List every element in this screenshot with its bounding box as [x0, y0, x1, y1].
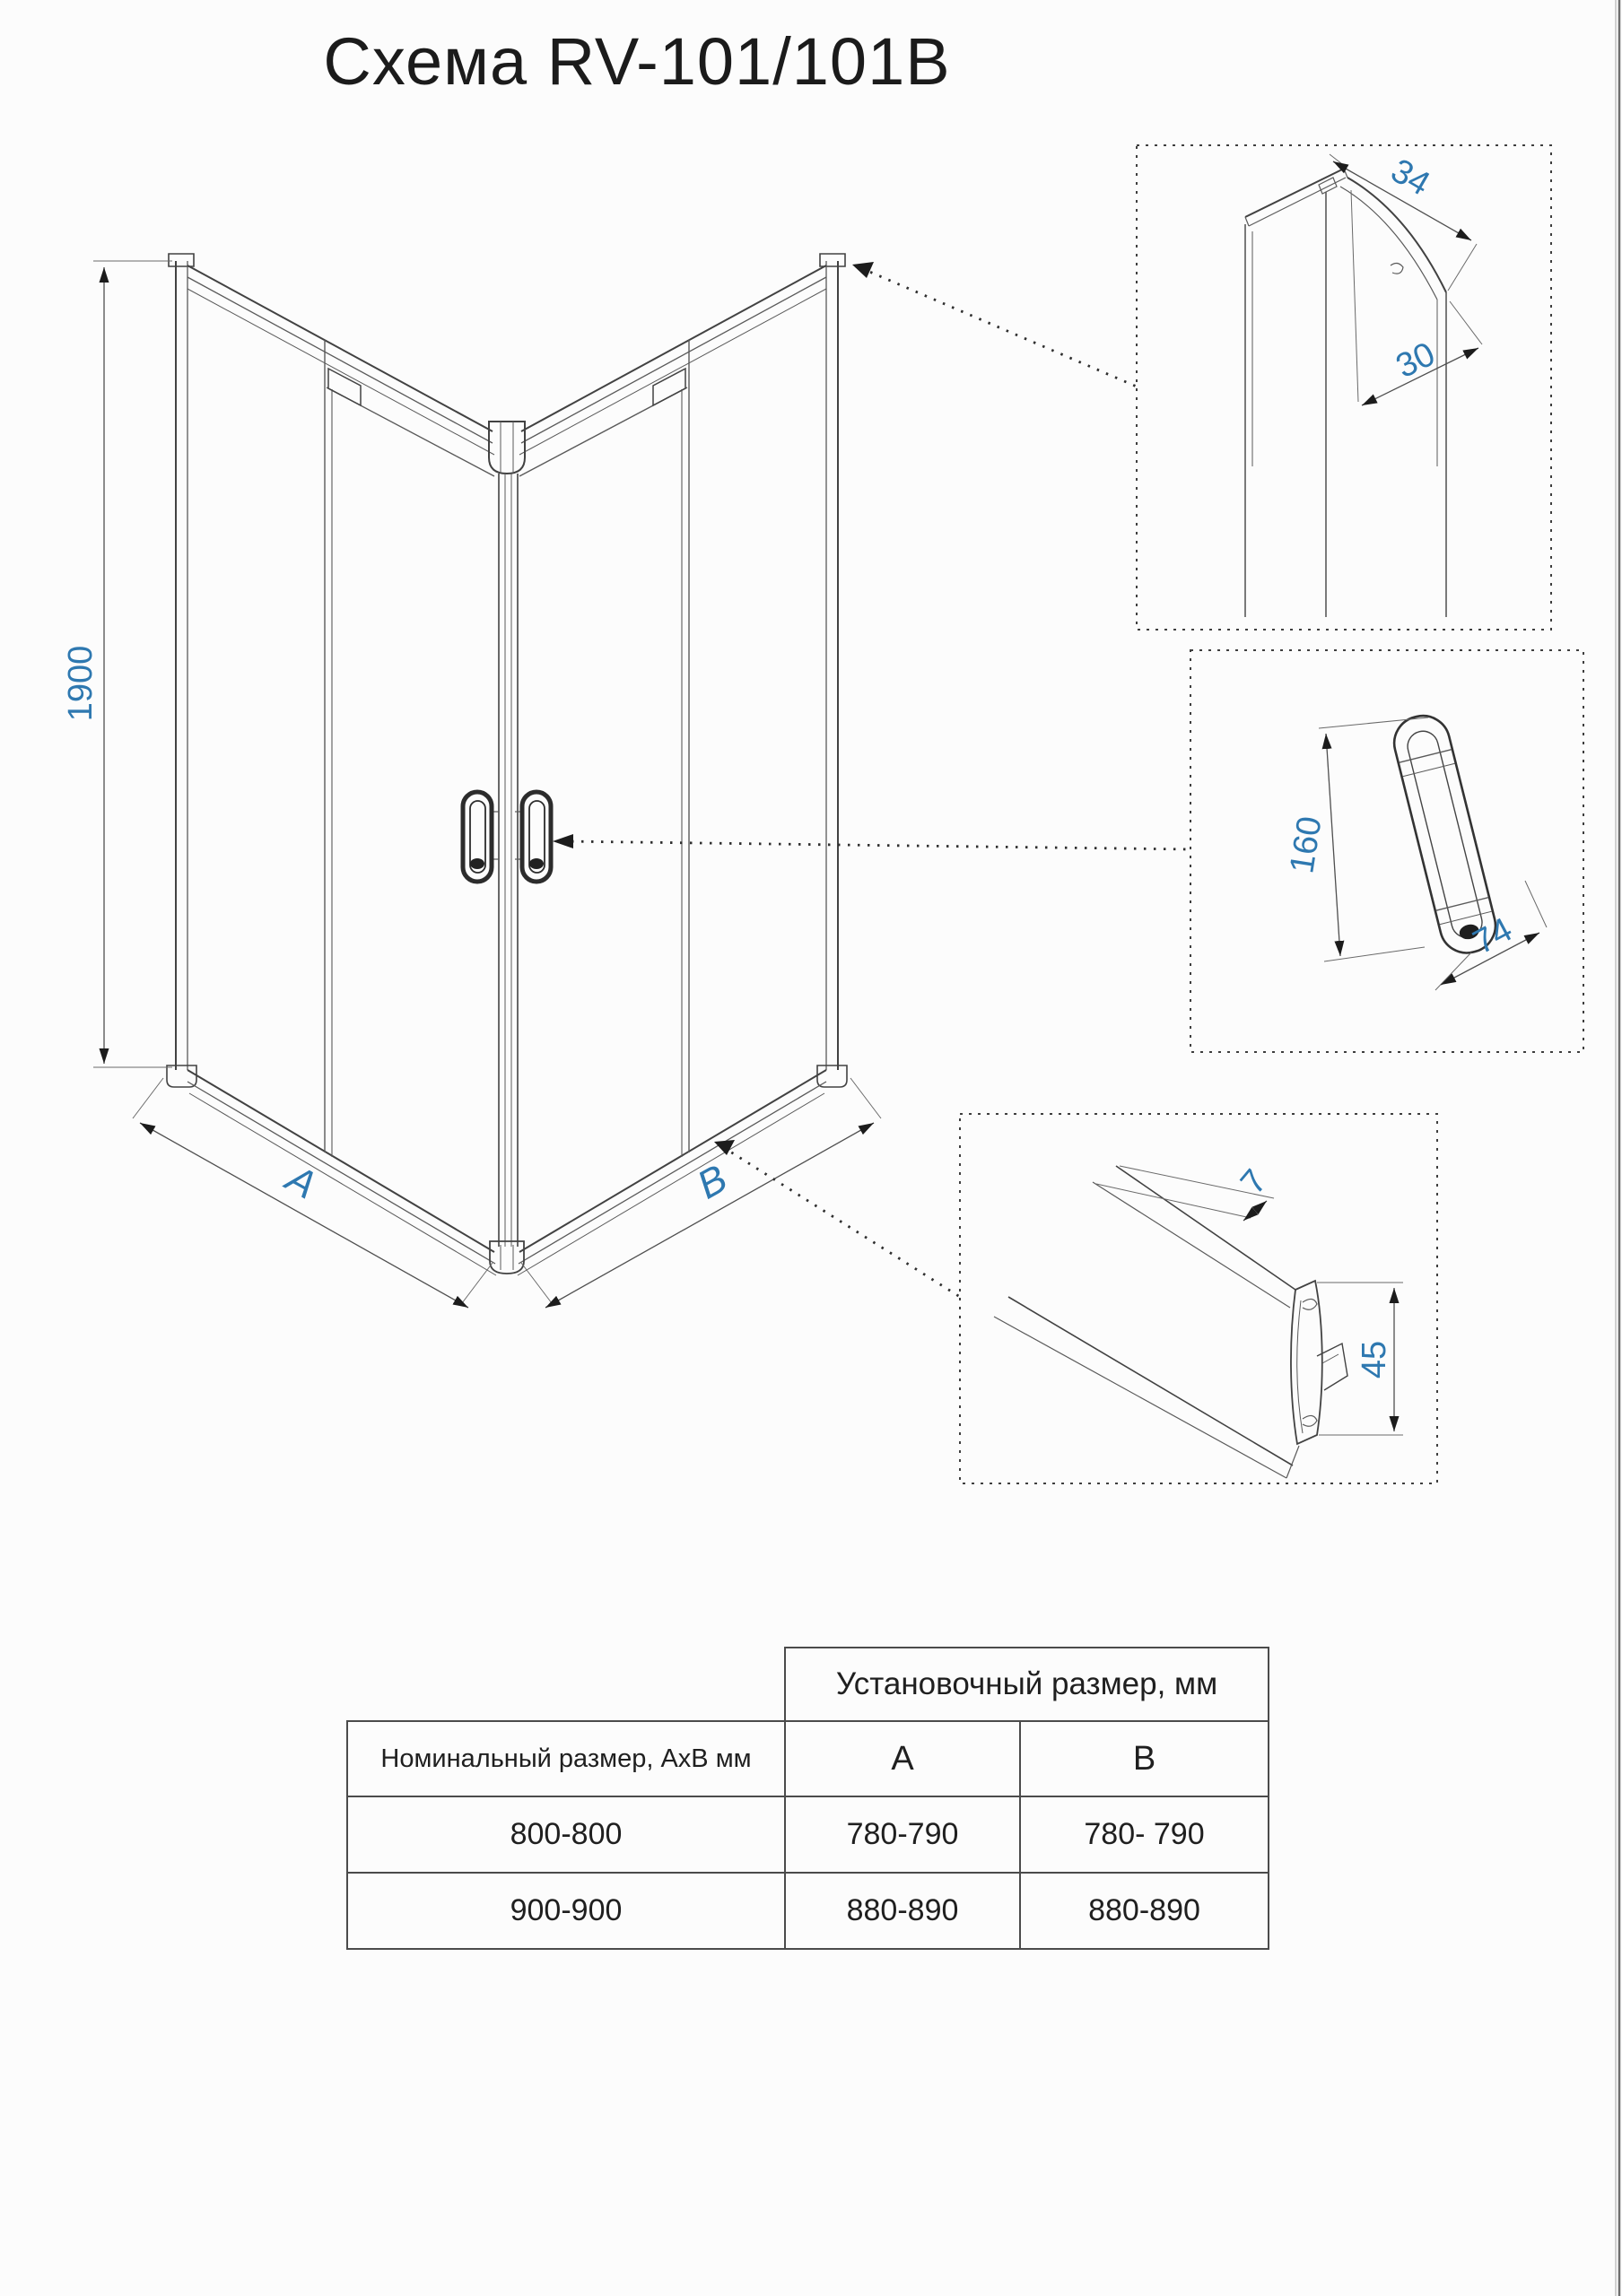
right-bottom-rail	[518, 1070, 826, 1275]
right-door-panel	[519, 340, 689, 1157]
left-top-rail	[187, 265, 494, 455]
left-wall-profile	[167, 254, 196, 1087]
table-cell-a: 880-890	[784, 1872, 1021, 1950]
table-cell-b: 880-890	[1019, 1872, 1269, 1950]
dim-corner-34: 34	[1384, 152, 1436, 204]
detail-box-border	[1137, 145, 1551, 630]
table-cell-a: 780-790	[784, 1796, 1021, 1874]
door-handles	[463, 792, 551, 882]
dim-rail-45: 45	[1356, 1340, 1393, 1379]
dim-handle-74: 74	[1467, 910, 1519, 962]
table-cell-b: 780- 790	[1019, 1796, 1269, 1874]
table-header-col-a: А	[784, 1720, 1021, 1797]
detail-box-border	[1190, 650, 1583, 1052]
detail-leaders	[553, 262, 1190, 1297]
size-table	[346, 1647, 1272, 1952]
right-handle	[522, 792, 551, 882]
center-corner-post	[489, 422, 525, 1274]
dim-width-a	[133, 1078, 493, 1308]
dim-rail-7: 7	[1234, 1162, 1275, 1202]
shower-enclosure-drawing	[62, 254, 881, 1308]
right-top-rail	[519, 265, 826, 455]
table-cell-nominal: 800-800	[346, 1796, 786, 1874]
detail-handle	[1190, 650, 1583, 1052]
right-wall-profile	[817, 254, 847, 1087]
detail-bottom-rail	[960, 1114, 1437, 1483]
dim-1900-label: 1900	[62, 645, 100, 722]
detail-corner-profile	[1137, 145, 1551, 630]
leader-arrow-handle	[553, 834, 573, 848]
dim-corner-30: 30	[1390, 335, 1442, 387]
dim-height-1900	[62, 261, 172, 1067]
dim-width-b	[521, 1078, 881, 1308]
page-title: Схема RV-101/101B	[323, 24, 951, 99]
left-handle	[463, 792, 492, 882]
left-door-panel	[325, 340, 494, 1157]
table-cell-nominal: 900-900	[346, 1872, 786, 1950]
table-header-install-size: Установочный размер, мм	[784, 1647, 1269, 1722]
detail-box-border	[960, 1114, 1437, 1483]
dim-handle-160: 160	[1283, 813, 1330, 876]
left-bottom-rail	[187, 1070, 496, 1275]
table-header-nominal-size: Номинальный размер, АхВ мм	[346, 1720, 786, 1797]
dim-a-label: A	[279, 1156, 324, 1208]
leader-arrow-corner	[852, 262, 874, 278]
dim-b-label: B	[690, 1156, 735, 1208]
table-header-col-b: В	[1019, 1720, 1269, 1797]
